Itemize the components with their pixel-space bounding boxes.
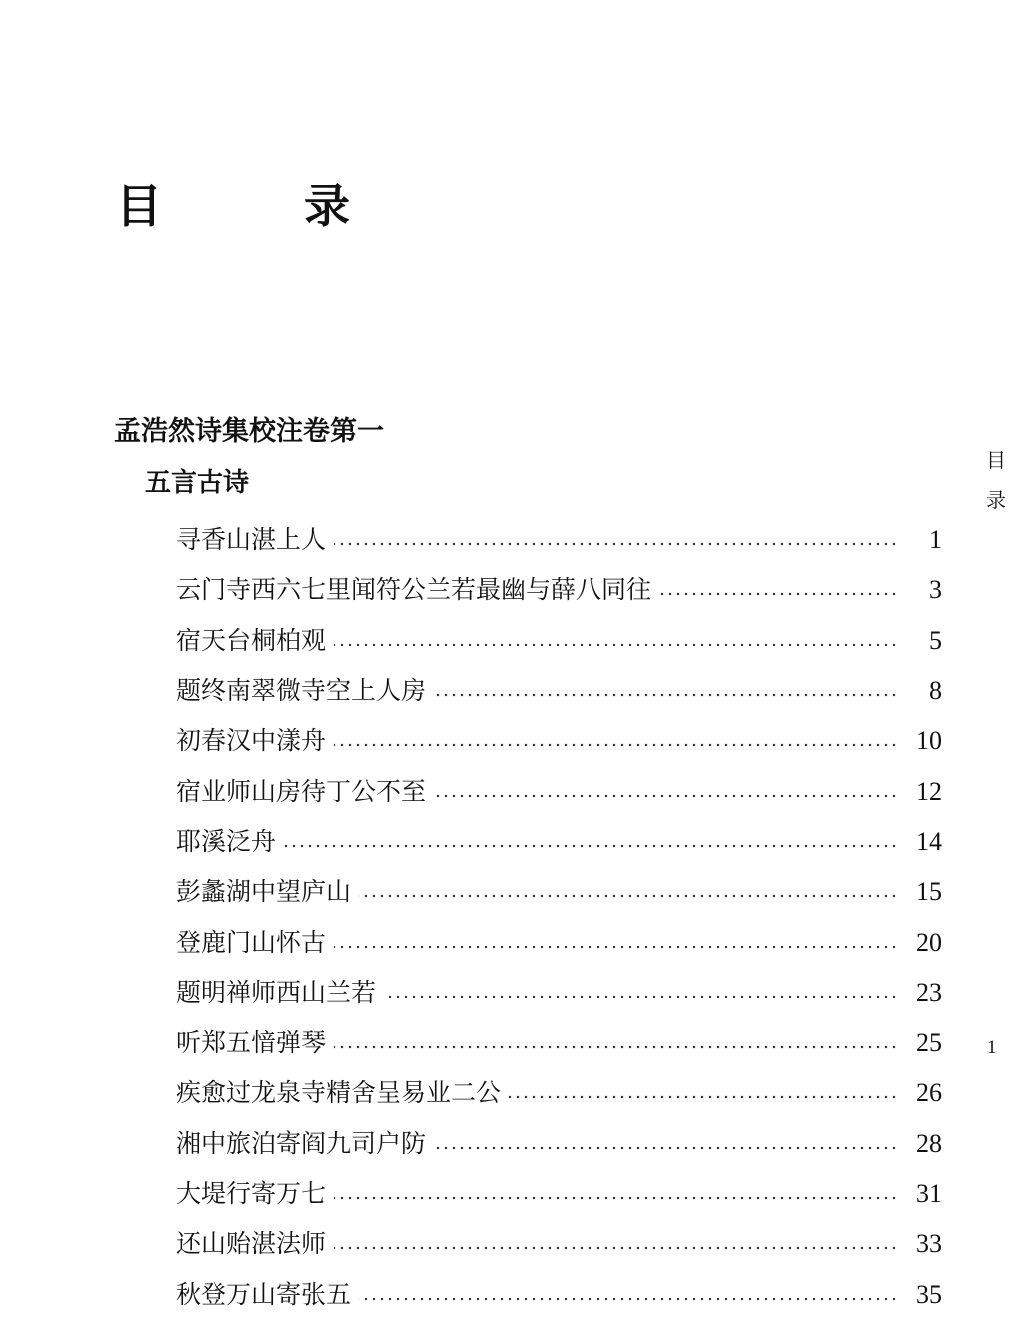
toc-entry-page: 8 <box>929 676 942 706</box>
toc-entry-title: 题终南翠微寺空上人房 <box>176 676 427 706</box>
toc-entry-page: 31 <box>916 1179 942 1208</box>
toc-entry-title: 大堤行寄万七 <box>176 1179 327 1208</box>
toc-entry-title: 宿天台桐柏观 <box>176 625 327 655</box>
toc-entry-title: 秋登万山寄张五 <box>176 1279 352 1309</box>
toc-leader-dots <box>434 693 898 697</box>
toc-entry[interactable] <box>176 917 942 967</box>
toc-leader-dots <box>509 1095 898 1099</box>
toc-entry-page: 12 <box>916 776 942 806</box>
toc-entry-title: 听郑五愔弹琴 <box>176 1028 327 1058</box>
toc-entry-title: 初春汉中漾舟 <box>176 726 327 756</box>
toc-entry-title: 还山贻湛法师 <box>176 1229 327 1259</box>
toc-entry-page: 15 <box>916 877 942 907</box>
toc-entry-title: 彭蠡湖中望庐山 <box>176 877 352 907</box>
toc-leader-dots <box>334 743 898 747</box>
toc-leader-dots <box>334 542 898 546</box>
side-running-header: 目录 <box>986 448 1006 512</box>
toc-entry-title: 耶溪泛舟 <box>176 826 277 856</box>
toc-entry-page: 10 <box>916 726 942 756</box>
toc-entry[interactable] <box>176 666 942 716</box>
toc-entry-title: 疾愈过龙泉寺精舍呈易业二公 <box>176 1078 502 1108</box>
toc-entry-page: 14 <box>916 826 942 856</box>
toc-leader-dots <box>334 1196 898 1200</box>
toc-entry[interactable] <box>176 1068 942 1118</box>
toc-entry[interactable] <box>176 968 942 1018</box>
toc-entry-page: 5 <box>929 625 942 655</box>
toc-entry[interactable] <box>176 766 942 816</box>
toc-leader-dots <box>434 794 898 798</box>
toc-entry[interactable] <box>176 1018 942 1068</box>
toc-entry-page: 33 <box>916 1229 942 1259</box>
toc-leader-dots <box>359 894 898 898</box>
toc-entry-page: 23 <box>916 977 942 1007</box>
toc-entry[interactable] <box>176 867 942 917</box>
toc-list <box>176 515 942 1320</box>
section-title: 五言古诗 <box>145 468 250 498</box>
toc-entry[interactable] <box>176 817 942 867</box>
toc-leader-dots <box>659 592 898 596</box>
toc-entry[interactable] <box>176 1219 942 1269</box>
toc-entry-page: 1 <box>929 525 942 555</box>
toc-entry[interactable] <box>176 1119 942 1169</box>
toc-entry-title: 云门寺西六七里闻符公兰若最幽与薛八同往 <box>176 575 652 605</box>
toc-entry[interactable] <box>176 616 942 666</box>
volume-title: 孟浩然诗集校注卷第一 <box>114 416 384 447</box>
page-number: 1 <box>987 1037 997 1058</box>
toc-entry[interactable] <box>176 1269 942 1319</box>
toc-entry-page: 20 <box>916 927 942 957</box>
toc-leader-dots <box>334 1045 898 1049</box>
toc-entry-title: 登鹿门山怀古 <box>176 927 327 957</box>
toc-entry-page: 3 <box>929 575 942 605</box>
toc-entry[interactable] <box>176 716 942 766</box>
toc-leader-dots <box>384 995 898 999</box>
toc-leader-dots <box>284 844 898 848</box>
toc-entry[interactable] <box>176 565 942 615</box>
toc-leader-dots <box>334 945 898 949</box>
toc-entry-page: 28 <box>916 1128 942 1158</box>
toc-entry-title: 宿业师山房待丁公不至 <box>176 776 427 806</box>
toc-entry-title: 湘中旅泊寄阎九司户防 <box>176 1128 427 1158</box>
toc-entry[interactable] <box>176 1169 942 1219</box>
toc-leader-dots <box>334 1246 898 1250</box>
page-title: 目 录 <box>116 179 398 233</box>
toc-leader-dots <box>359 1297 898 1301</box>
toc-leader-dots <box>334 643 898 647</box>
toc-entry-title: 寻香山湛上人 <box>176 525 327 555</box>
toc-entry-page: 25 <box>916 1028 942 1058</box>
toc-entry[interactable] <box>176 515 942 565</box>
toc-entry-title: 题明禅师西山兰若 <box>176 977 377 1007</box>
toc-entry-page: 26 <box>916 1078 942 1108</box>
toc-entry-page: 35 <box>916 1279 942 1309</box>
toc-leader-dots <box>434 1146 898 1150</box>
